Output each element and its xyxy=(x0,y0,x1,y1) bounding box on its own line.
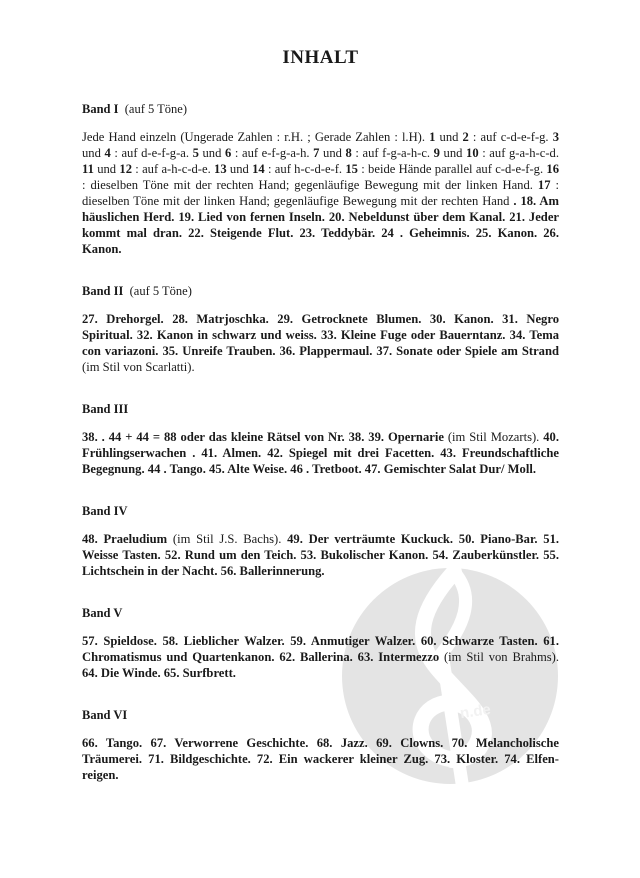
band-heading xyxy=(82,605,559,621)
annotation-text: Jede Hand einzeln (Ungerade Zahlen : r.H. ; Gerade Zahlen : l.H). xyxy=(82,130,430,144)
contents-list xyxy=(82,101,559,809)
title-entry-bold: 66. Tango. 67. Verworrene Geschichte. 68. Jazz. 69. Clowns. 70. Melancholische Träumerei. 71. Bildgeschichte. 72. Ein wackerer kleiner Zug. 73. Kloster. 74. Elfen-reigen. xyxy=(82,736,559,782)
section-band-3 xyxy=(82,401,559,477)
title-entry-bold: 15 xyxy=(345,162,358,176)
band-heading xyxy=(82,401,559,417)
band-label: Band II xyxy=(82,284,124,298)
annotation-text: : auf g-a-h-c-d. xyxy=(478,146,559,160)
title-entry-bold: 13 xyxy=(214,162,227,176)
title-entry-bold: 3 xyxy=(552,130,559,144)
title-entry-bold: 40. Frühlingserwachen . 41. Almen. 42. Spiegel mit drei Facetten. 43. Freundschaftliche Begegnung. 44 . Tango. 45. Alte Weise. 46 . Tretboot. 47. Gemischter Salat Dur/ Moll. xyxy=(82,430,559,476)
band-contents xyxy=(82,531,559,579)
title-entry-bold: 16 xyxy=(546,162,559,176)
annotation-text: : dieselben Töne mit der rechten Hand; gegenläufige Bewegung mit der linken Hand. xyxy=(82,178,538,192)
band-subtitle: (auf 5 Töne) xyxy=(129,284,192,298)
band-label: Band I xyxy=(82,102,119,116)
band-heading xyxy=(82,707,559,723)
annotation-text: : beide Hände parallel auf c-d-e-f-g. xyxy=(357,162,547,176)
title-entry-bold: 1 xyxy=(429,130,436,144)
title-entry-bold: 9 xyxy=(433,146,440,160)
band-subtitle: (auf 5 Töne) xyxy=(124,102,187,116)
title-entry-bold: 4 xyxy=(104,146,111,160)
annotation-text: und xyxy=(93,162,120,176)
annotation-text: : auf h-c-d-e-f. xyxy=(264,162,346,176)
band-contents xyxy=(82,735,559,783)
band-contents xyxy=(82,129,559,257)
annotation-text: und xyxy=(319,146,346,160)
annotation-text: und xyxy=(435,130,463,144)
band-contents xyxy=(82,633,559,681)
annotation-text: und xyxy=(82,146,105,160)
annotation-text: : auf f-g-a-h-c. xyxy=(351,146,434,160)
title-entry-bold: 57. Spieldose. 58. Lieblicher Walzer. 59. Anmutiger Walzer. 60. Schwarze Tasten. 61. Chromatismus und Quartenkanon. 62. Ballerina. 63. Intermezzo xyxy=(82,634,559,664)
annotation-text: : dieselben Töne mit der linken Hand; gegenläufige Bewegung mit der rechten Hand xyxy=(82,178,559,208)
band-heading xyxy=(82,101,559,117)
band-label: Band IV xyxy=(82,504,128,518)
band-contents xyxy=(82,311,559,375)
section-band-5 xyxy=(82,605,559,681)
band-label: Band III xyxy=(82,402,129,416)
annotation-text: (im Stil von Scarlatti). xyxy=(82,360,195,374)
section-band-1 xyxy=(82,101,559,257)
title-entry-bold: 49. Der verträumte Kuckuck. 50. Piano-Bar. 51. Weisse Tasten. 52. Rund um den Teich. 53. Bukolischer Kanon. 54. Zauberkünstler. 55. Lichtschein in der Nacht. 56. Ballerinnerung. xyxy=(82,532,560,578)
title-entry-bold: 48. Praeludium xyxy=(82,532,168,546)
watermark-text: n.de xyxy=(458,700,492,723)
title-entry-bold: 17 xyxy=(537,178,551,192)
title-entry-bold: 11 xyxy=(82,162,94,176)
title-entry-bold: 14 xyxy=(252,162,265,176)
title-entry-bold: 5 xyxy=(192,146,199,160)
title-entry-bold: 27. Drehorgel. 28. Matrjoschka. 29. Getrocknete Blumen. 30. Kanon. 31. Negro Spiritual. 32. Kanon in schwarz und weiss. 33. Kleine Fuge oder Bauerntanz. 34. Tema con variazoni. 35. Unreife Trauben. 36. Plappermaul. 37. Sonate oder Spiele am Strand xyxy=(82,312,559,358)
section-band-6 xyxy=(82,707,559,783)
annotation-text: : auf d-e-f-g-a. xyxy=(110,146,193,160)
section-band-4 xyxy=(82,503,559,579)
annotation-text: und xyxy=(439,146,467,160)
annotation-text: (im Stil von Brahms). xyxy=(439,650,559,664)
annotation-text: : auf a-h-c-d-e. xyxy=(131,162,215,176)
title-entry-bold: 10 xyxy=(466,146,479,160)
title-entry-bold: 8 xyxy=(345,146,352,160)
band-heading xyxy=(82,283,559,299)
title-entry-bold: 38. . 44 + 44 = 88 oder das kleine Rätsel von Nr. 38. 39. Opernarie xyxy=(82,430,444,444)
annotation-text: : auf e-f-g-a-h. xyxy=(231,146,314,160)
title-entry-bold: 6 xyxy=(225,146,232,160)
title-entry-bold: 2 xyxy=(462,130,469,144)
title-entry-bold: 12 xyxy=(119,162,132,176)
annotation-text: (im Stil Mozarts). xyxy=(443,430,544,444)
annotation-text: (im Stil J.S. Bachs). xyxy=(167,532,288,546)
section-band-2 xyxy=(82,283,559,375)
title-entry-bold: . 18. Am häuslichen Herd. 19. Lied von fernen Inseln. 20. Nebeldunst über dem Kanal. 21. Jeder kommt mal dran. 22. Steigende Flut. 23. Teddybär. 24 . Geheimnis. 25. Kanon. 26. Kanon. xyxy=(82,194,560,256)
band-contents xyxy=(82,429,559,477)
annotation-text: : auf c-d-e-f-g. xyxy=(468,130,553,144)
title-entry-bold: 64. Die Winde. 65. Surfbrett. xyxy=(82,666,236,680)
band-label: Band V xyxy=(82,606,123,620)
page-title: INHALT xyxy=(282,47,359,68)
annotation-text: und xyxy=(226,162,253,176)
band-label: Band VI xyxy=(82,708,128,722)
band-heading xyxy=(82,503,559,519)
annotation-text: und xyxy=(198,146,225,160)
title-entry-bold: 7 xyxy=(313,146,320,160)
